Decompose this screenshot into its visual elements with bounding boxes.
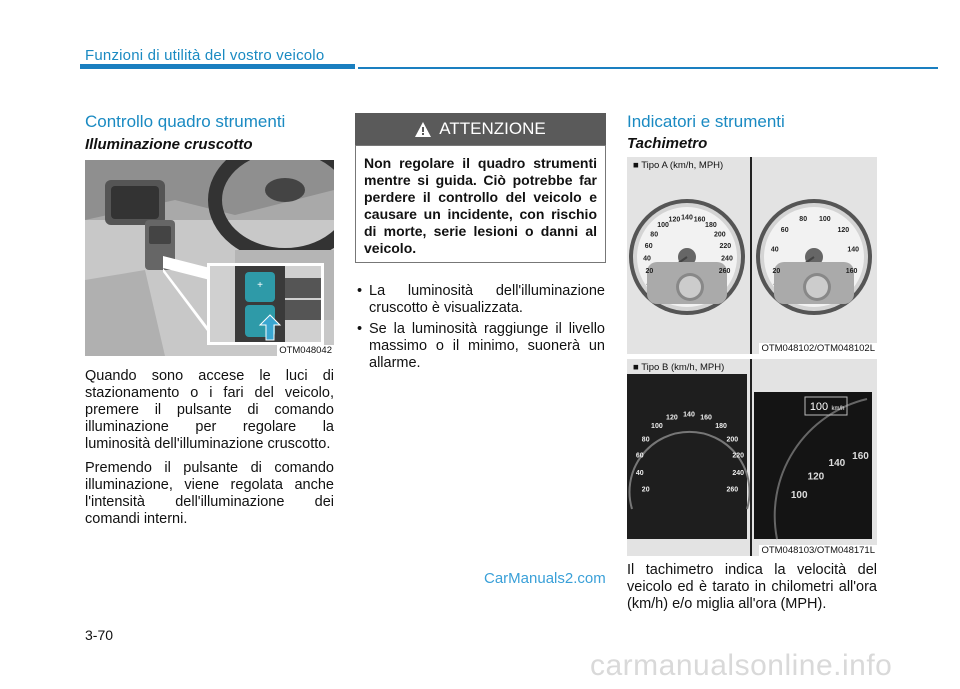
- type-a-label: ■ Tipo A (km/h, MPH): [633, 160, 724, 171]
- gauge-a-right-tick-160: 160: [845, 268, 858, 275]
- gauge-a-left-tick-60: 60: [644, 242, 653, 250]
- gauge-a-right-tick-80: 80: [799, 215, 808, 223]
- gauge-a-right-tick-140: 140: [847, 246, 860, 254]
- page-number: 3-70: [85, 627, 114, 643]
- gauge-b-right-tick-100: 100: [790, 489, 808, 501]
- gauge-a-left-tick-160: 160: [693, 216, 706, 224]
- gauge-a-left-tick-40: 40: [643, 255, 651, 263]
- gauge-a-left-tick-220: 220: [719, 242, 732, 250]
- gauge-b-left-tick-100: 100: [651, 423, 663, 430]
- gauge-b-right-tick-140: 140: [828, 458, 846, 470]
- header-rule: [358, 67, 938, 69]
- section-title-indicatori: Indicatori e strumenti: [627, 112, 785, 131]
- gauge-b-left-tick-260: 260: [726, 486, 739, 494]
- image-code-type-b: OTM048103/OTM048171L: [761, 545, 875, 556]
- gauge-a-left-tick-180: 180: [705, 222, 717, 230]
- gauge-a-right-tick-40: 40: [770, 246, 779, 254]
- section-title-controllo: Controllo quadro strumenti: [85, 112, 286, 131]
- gauge-b-left-tick-60: 60: [635, 452, 644, 460]
- gauge-b-left-tick-140: 140: [683, 411, 695, 419]
- gauge-a-right-tick-20: 20: [772, 268, 781, 275]
- gauge-a-left-tick-80: 80: [650, 231, 659, 239]
- gauge-a-left-tick-120: 120: [668, 216, 681, 224]
- image-code-type-a: OTM048102/OTM048102L: [761, 343, 875, 354]
- bullet-dot: •: [357, 283, 363, 299]
- speedometer-type-a-illustration: [627, 157, 877, 354]
- gauge-b-left-tick-120: 120: [666, 414, 678, 422]
- gauge-b-right-tick-160: 160: [852, 450, 869, 462]
- gauge-b-digital-speed: 100: [809, 401, 829, 413]
- right-body-text: Il tachimetro indica la velocità del veicolo ed è tarato in chilometri all'ora (km/h) e/o miglia all'ora (MPH).: [627, 562, 877, 612]
- bullet-text-2: Se la luminosità raggiunge il livello massimo o il minimo, suonerà un allarme.: [369, 321, 605, 371]
- header-bar-accent: [80, 64, 355, 69]
- gauge-b-left-tick-200: 200: [726, 436, 739, 444]
- left-paragraph-1: Quando sono accese le luci di stazionamento o i fari del veicolo, premere il pulsante di comando illuminazione per regolare la luminosità dell'illuminazione cruscotto.: [85, 368, 334, 452]
- dashboard-illumination-photo: [85, 160, 334, 356]
- bullet-text-1: La luminosità dell'illuminazione cruscotto è visualizzata.: [369, 283, 605, 316]
- gauge-b-left-tick-220: 220: [732, 452, 745, 460]
- gauge-a-right-tick-60: 60: [780, 227, 789, 235]
- gauge-b-right-tick-120: 120: [807, 471, 825, 483]
- gauge-b-left-tick-160: 160: [700, 414, 712, 422]
- gauge-b-left-tick-80: 80: [641, 436, 650, 444]
- gauge-a-left-tick-100: 100: [657, 222, 669, 230]
- gauge-b-left-tick-180: 180: [715, 423, 727, 430]
- gauge-b-left-tick-40: 40: [635, 470, 644, 477]
- bullet-item-2: [355, 321, 605, 372]
- gauge-b-left-tick-20: 20: [641, 486, 650, 494]
- gauge-a-right-tick-100: 100: [818, 215, 831, 223]
- subtitle-illuminazione: Illuminazione cruscotto: [85, 136, 253, 153]
- warning-title: ATTENZIONE: [439, 119, 546, 138]
- footer-watermark: carmanualsonline.info: [590, 649, 893, 682]
- gauge-a-left-tick-140: 140: [681, 214, 693, 222]
- gauge-a-left-tick-240: 240: [721, 255, 733, 263]
- gauge-a-right-tick-120: 120: [837, 227, 850, 235]
- bullet-list: [355, 283, 605, 376]
- left-body-text: [85, 368, 334, 535]
- type-b-label: ■ Tipo B (km/h, MPH): [633, 362, 725, 373]
- gauge-a-left-tick-20: 20: [645, 268, 654, 275]
- carmanuals-watermark: CarManuals2.com: [484, 570, 606, 587]
- warning-body: Non regolare il quadro strumenti mentre si guida. Ciò potrebbe far perdere il controllo del veicolo e causare un incidente, con rischio di morte, serie lesioni o danni al veicolo.: [355, 145, 606, 263]
- speedometer-type-a-figure: [627, 157, 877, 354]
- warning-triangle-icon: [415, 122, 431, 137]
- left-paragraph-2: Premendo il pulsante di comando illuminazione, viene regolata anche l'intensità dell'illuminazione dei comandi interni.: [85, 460, 334, 527]
- dashboard-illustration: [85, 160, 334, 356]
- speedometer-type-b-figure: [627, 359, 877, 556]
- warning-header: [355, 113, 606, 145]
- subtitle-tachimetro: Tachimetro: [627, 135, 708, 152]
- gauge-b-left-tick-240: 240: [732, 470, 745, 477]
- gauge-a-left-tick-200: 200: [713, 231, 726, 239]
- svg-text:+: +: [257, 280, 263, 291]
- image-code-left: OTM048042: [279, 345, 332, 356]
- gauge-b-unit: km/h: [831, 406, 845, 412]
- gauge-a-left-tick-260: 260: [718, 268, 731, 275]
- chapter-title: Funzioni di utilità del vostro veicolo: [85, 47, 325, 64]
- speedometer-type-b-illustration: [627, 359, 877, 556]
- bullet-item-1: [355, 283, 605, 317]
- bullet-dot: •: [357, 321, 363, 337]
